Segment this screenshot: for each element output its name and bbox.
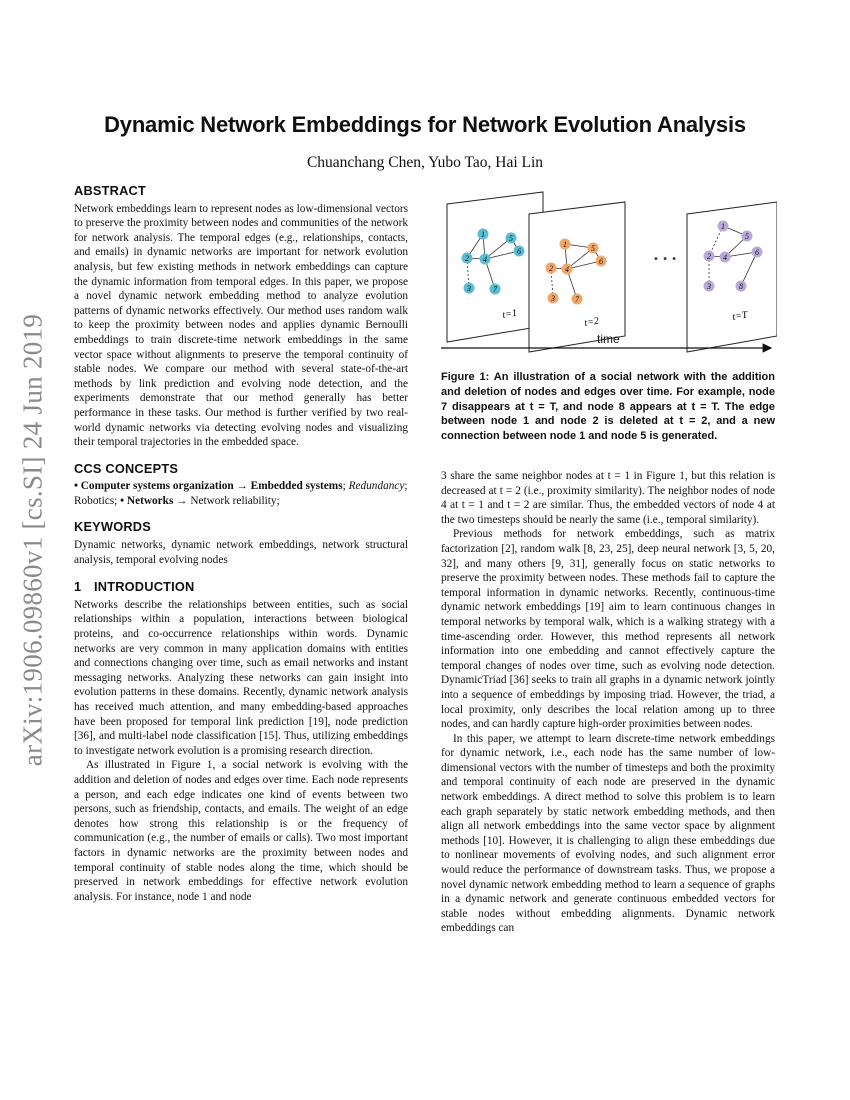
abstract-text: Network embeddings learn to represent nodes as low-dimensional vectors to preserve the proximity between nodes and communities of the network for network analysis. The temporal edges (e.g., relationships, contacts, and emails) in dynamic networks are important for network evolution analysis, but few existing methods in network embeddings can capture the dynamic information from temporal edges. In this paper, we propose a novel dynamic network embedding method to analyze evolution patterns of dynamic networks effectively. Our method uses random walk to keep the proximity between nodes and applies dynamic Bernoulli embeddings to train discrete-time network embeddings in the same vector space without alignments to preserve the temporal continuity of stable nodes. We compare our method with several state-of-the-art methods by link prediction and evolving node detection, and the experiments demonstrate that our method generally has better performance in these tasks. Our method is further verified by two real-world dynamic networks via detecting evolving nodes and visualizing their temporal trajectories in the embedded space. [74, 202, 408, 449]
left-column [74, 184, 408, 904]
figure-1-caption: Figure 1: An illustration of a social network with the addition and deletion of nodes and edges over time. For example, node 7 disappears at t = T, and node 8 appears at t = T. The edge between node 1 and node 2 is deleted at t = 2, and a new connection between node 1 and node 5 is generated. [441, 371, 775, 443]
network-panel-t2 [529, 202, 625, 352]
ccs-category-2: • Networks [120, 494, 174, 507]
network-panel-tT [687, 202, 777, 352]
paper-title: Dynamic Network Embeddings for Network Evolution Analysis [104, 112, 746, 137]
svg-text:2: 2 [707, 252, 711, 261]
svg-text:4: 4 [565, 265, 569, 274]
ccs-text [74, 479, 408, 508]
paper-authors: Chuanchang Chen, Yubo Tao, Hai Lin [306, 154, 544, 171]
svg-text:6: 6 [517, 247, 521, 256]
svg-text:2: 2 [465, 254, 469, 263]
arxiv-identifier: arXiv:1906.09860v1 [cs.SI] 24 Jun 2019 [17, 313, 48, 767]
svg-text:4: 4 [483, 255, 487, 264]
svg-text:6: 6 [755, 248, 759, 257]
ccs-subcategory-1: Embedded systems [250, 480, 343, 493]
keywords-heading: KEYWORDS [74, 519, 151, 535]
abstract-heading: ABSTRACT [74, 183, 146, 198]
intro-paragraph-2: As illustrated in Figure 1, a social network is evolving with the addition and deletion of nodes and edges over time. Each node represents a person, and each edge indicates one kind of events between two persons, such as friendship, contacts, and emails. The weight of an edge denotes how strong this relationship is or the frequency of communication (e.g., the number of emails or calls). Two most important factors in dynamic networks are the proximity between nodes and temporal continuity of stable nodes along the time, which should be preserved in network embeddings for effective network evolution analysis. For instance, node 1 and node [74, 759, 408, 903]
timestep-label-t1: t=1 [501, 307, 518, 321]
right-paragraph-3: In this paper, we attempt to learn discrete-time network embeddings for dynamic network, i.e., each node has the same number of low-dimensional vectors with the number of timesteps and both the proximity and temporal continuity of each node are preserved in the dynamic network embeddings. A direct method to solve this problem is to learn each graph separately by static network embedding methods, and then align all network embeddings into the same vector space by alignment methods [10]. However, it is challenging to align these embeddings due to nonlinear movements of evolving nodes, and such alignment error would reduce the performance of downstream tasks. Thus, we propose a novel dynamic network embedding method to learn a sequence of graphs in a dynamic network and generate continuous embedded vectors for stable nodes without embedding alignments. Dynamic network embeddings can [441, 732, 775, 935]
svg-text:7: 7 [575, 295, 579, 304]
figure-1-illustration [441, 186, 777, 364]
ellipsis-dots: • • • [653, 254, 678, 265]
svg-text:4: 4 [723, 253, 727, 262]
timestep-label-tT: t=T [731, 309, 749, 323]
svg-text:3: 3 [551, 294, 555, 303]
svg-text:8: 8 [739, 282, 743, 291]
svg-text:1: 1 [481, 230, 485, 239]
right-column [441, 469, 775, 936]
svg-text:5: 5 [509, 234, 513, 243]
svg-text:7: 7 [493, 285, 497, 294]
section-number: 1 [74, 579, 82, 595]
ccs-arrow-2: → [173, 494, 191, 507]
ccs-separator: ; [342, 480, 349, 493]
svg-text:1: 1 [563, 240, 567, 249]
svg-text:1: 1 [721, 222, 725, 231]
ccs-heading: CCS CONCEPTS [74, 460, 179, 476]
right-paragraph-2: Previous methods for network embeddings, such as matrix factorization [2], random walk [8, 23, 25], deep neural network [3, 5, 20, 32], and many others [9, 31], generally focus on static networks to preserve the proximity between nodes. These methods fail to capture the temporal information in dynamic networks. Recently, continuous-time dynamic network embeddings [19] aim to learn continuous changes in temporal networks by temporal walk, which is a walking strategy with a time-ascending order. However, this method represents all network information into one embedding and cannot effectively capture the temporal changes of nodes over time, such as evolving node detection. DynamicTriad [36] seeks to train all graphs in a dynamic network jointly into a sequence of embeddings by imposing triad. However, the triad, a local proximity, only describes the local relation among up to three nodes, and can hardly capture high-order proximities between nodes. [441, 528, 775, 731]
svg-text:5: 5 [591, 244, 595, 253]
svg-text:6: 6 [599, 257, 603, 266]
svg-text:2: 2 [549, 264, 553, 273]
ccs-redundancy: Redundancy [348, 480, 405, 493]
right-paragraph-1: 3 share the same neighbor nodes at t = 1 in Figure 1, but this relation is decreased at t = 2 (i.e., proximity similarity). The neighbor nodes of node 4 at t = 1 and t = 2 are similar. Thus, the embedded vectors of node 4 at the two timesteps should be nearly the same (i.e., temporal similarity). [441, 470, 775, 526]
ccs-category-1: • Computer systems organization [74, 480, 234, 493]
svg-text:3: 3 [707, 282, 711, 291]
svg-text:5: 5 [745, 232, 749, 241]
introduction-heading [74, 580, 408, 595]
ccs-network-reliability: Network reliability; [190, 494, 280, 507]
intro-paragraph-1: Networks describe the relationships between entities, such as social relationships within a population, interactions between biological proteins, and co-occurrence relationships within words. Dynamic networks are very common in many application domains with entities and connections changing over time, such as email networks and instant messaging networks. Analyzing these networks can gain insight into evolution patterns in these domains. Recently, dynamic network analysis has received much attention, and many embedding-based approaches have been proposed for temporal link prediction [19], node prediction [36], and multi-label node classification [15]. Thus, utilizing embeddings to investigate network evolution is a promising research direction. [74, 598, 408, 757]
time-axis-label: time [597, 332, 620, 346]
keywords-text: Dynamic networks, dynamic network embeddings, network structural analysis, temporal evolving nodes [74, 539, 408, 566]
svg-text:3: 3 [467, 284, 471, 293]
ccs-arrow-1: → [233, 480, 251, 493]
arxiv-sidebar [13, 290, 53, 790]
timestep-label-t2: t=2 [583, 315, 600, 329]
section-title: INTRODUCTION [94, 579, 195, 595]
ccs-robotics: ; Robotics; [74, 480, 408, 507]
